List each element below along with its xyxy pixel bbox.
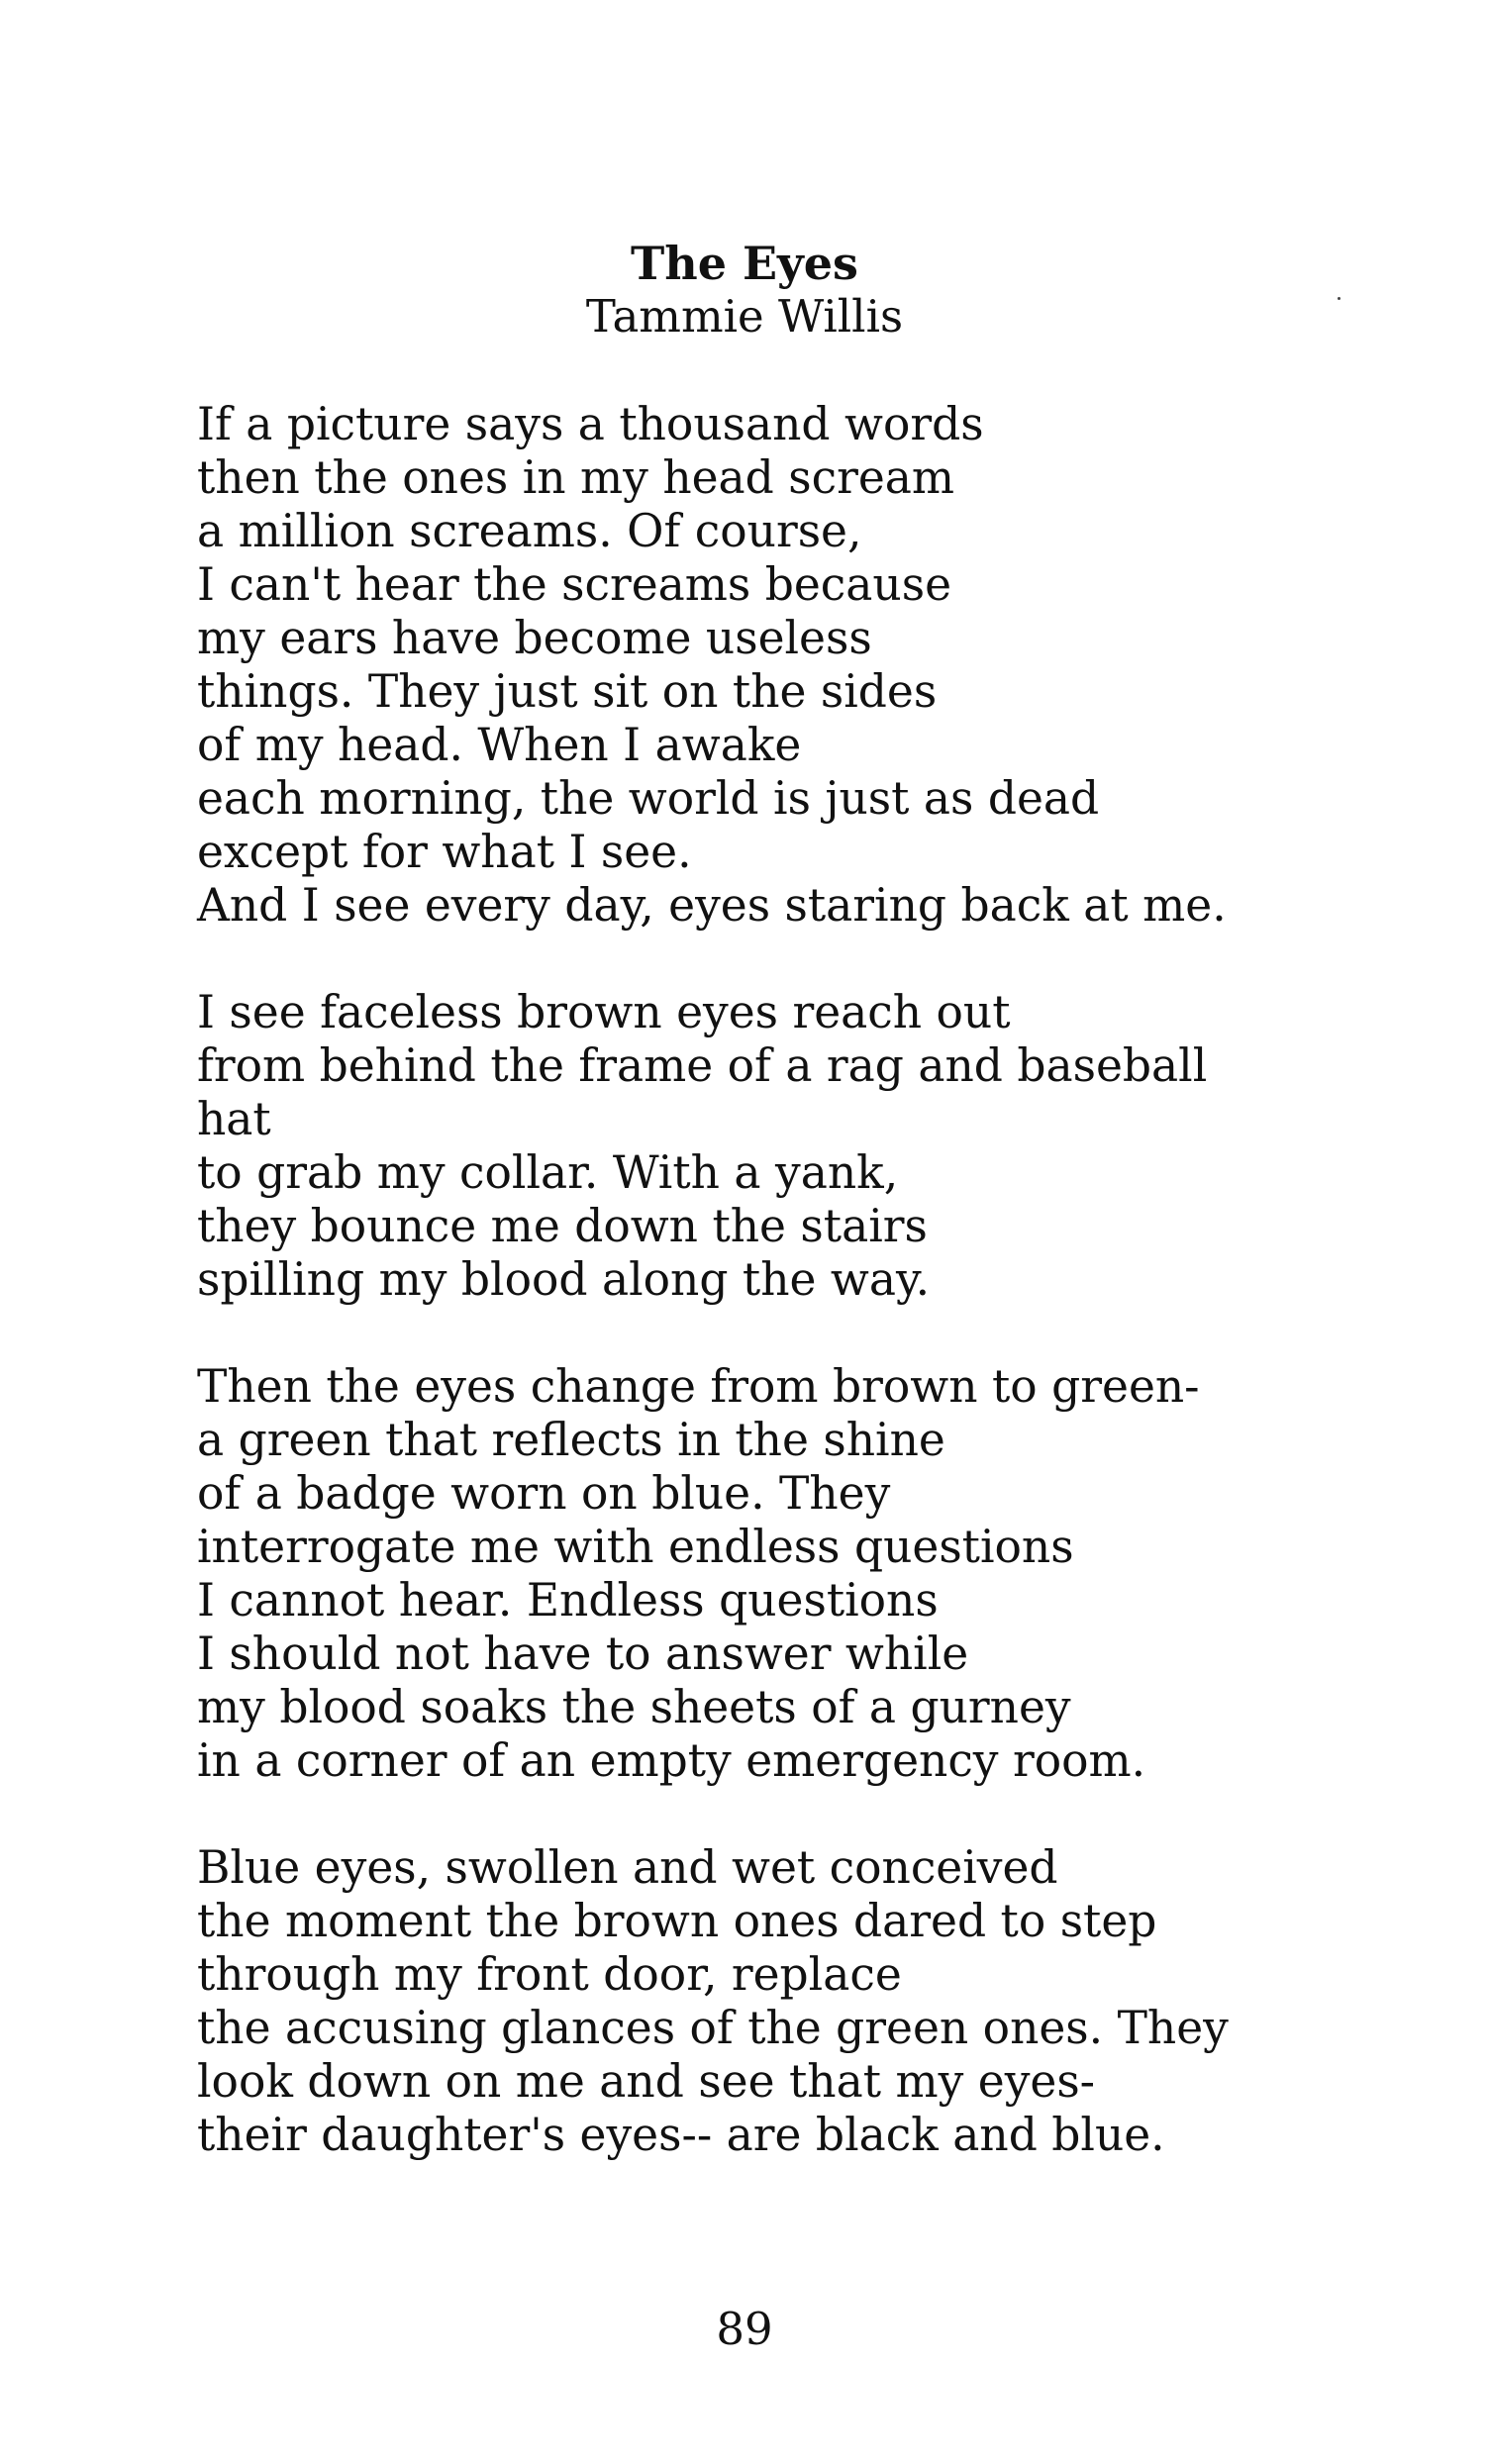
poem-line: I can't hear the screams because xyxy=(197,558,951,611)
poem-line: then the ones in my head scream xyxy=(197,451,955,504)
poem-line: my blood soaks the sheets of a gurney xyxy=(197,1681,1071,1733)
poem-line: Then the eyes change from brown to green- xyxy=(197,1360,1200,1413)
poem-line: through my front door, replace xyxy=(197,1948,902,2001)
poem-line: of my head. When I awake xyxy=(197,719,802,771)
poem-line: a green that reflects in the shine xyxy=(197,1414,945,1466)
poem-line: hat xyxy=(197,1093,271,1145)
poem-line: I cannot hear. Endless questions xyxy=(197,1574,939,1626)
stanza-2 xyxy=(197,986,1415,1307)
poem-line: And I see every day, eyes staring back at me. xyxy=(197,879,1227,932)
poem-line: Blue eyes, swollen and wet conceived xyxy=(197,1841,1058,1894)
poem-line: of a badge worn on blue. They xyxy=(197,1467,891,1520)
poem-line: things. They just sit on the sides xyxy=(197,665,938,718)
poem-line: to grab my collar. With a yank, xyxy=(197,1146,899,1199)
poem-line: except for what I see. xyxy=(197,826,692,878)
print-speck xyxy=(1338,297,1340,300)
poem-line: look down on me and see that my eyes- xyxy=(197,2055,1096,2108)
poem-body xyxy=(197,398,1415,2216)
poem-line: their daughter's eyes-- are black and blue. xyxy=(197,2109,1165,2161)
poem-author: Tammie Willis xyxy=(585,290,904,343)
poem-title: The Eyes xyxy=(631,237,858,290)
poem-line: If a picture says a thousand words xyxy=(197,398,984,450)
page-number: 89 xyxy=(716,2303,773,2355)
poem-line: from behind the frame of a rag and baseball xyxy=(197,1039,1208,1092)
poem-line: I should not have to answer while xyxy=(197,1627,969,1680)
poem-line: the moment the brown ones dared to step xyxy=(197,1895,1157,1947)
poem-line: in a corner of an empty emergency room. xyxy=(197,1734,1146,1787)
poem-line: a million screams. Of course, xyxy=(197,505,862,557)
poem-line: they bounce me down the stairs xyxy=(197,1200,928,1252)
stanza-4 xyxy=(197,1841,1415,2162)
poem-line: spilling my blood along the way. xyxy=(197,1253,931,1306)
poem-line: each morning, the world is just as dead xyxy=(197,772,1100,825)
poem-line: the accusing glances of the green ones. They xyxy=(197,2002,1229,2054)
poem-line: I see faceless brown eyes reach out xyxy=(197,986,1011,1038)
poem-line: my ears have become useless xyxy=(197,612,872,664)
stanza-1 xyxy=(197,398,1415,933)
poem-line: interrogate me with endless questions xyxy=(197,1521,1074,1573)
stanza-3 xyxy=(197,1360,1415,1788)
